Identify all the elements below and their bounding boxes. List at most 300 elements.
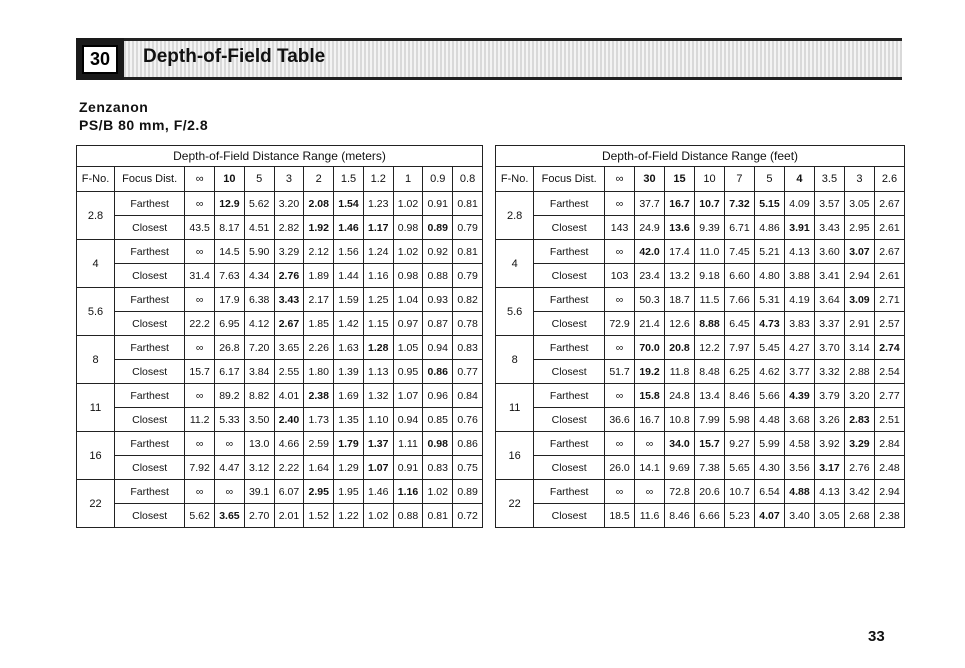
value-cell: 1.95: [334, 480, 364, 504]
value-cell: 11.6: [635, 504, 665, 528]
row-label: Farthest: [534, 432, 605, 456]
row-label: Closest: [115, 216, 185, 240]
value-cell: 1.10: [363, 408, 393, 432]
table-row: [496, 456, 905, 480]
value-cell: 3.92: [814, 432, 844, 456]
value-cell: 51.7: [605, 360, 635, 384]
value-cell: 17.9: [215, 288, 245, 312]
value-cell: 1.02: [393, 192, 423, 216]
value-cell: 1.23: [363, 192, 393, 216]
table-caption-row: [77, 146, 483, 167]
value-cell: 36.6: [605, 408, 635, 432]
row-label: Farthest: [534, 336, 605, 360]
value-cell: 4.07: [754, 504, 784, 528]
value-cell: 2.08: [304, 192, 334, 216]
value-cell: 4.80: [754, 264, 784, 288]
distance-header: 1.2: [363, 167, 393, 192]
value-cell: 0.95: [393, 360, 423, 384]
table-row: [496, 384, 905, 408]
row-label: Farthest: [534, 384, 605, 408]
table-row: [77, 312, 483, 336]
value-cell: 50.3: [635, 288, 665, 312]
value-cell: 4.19: [784, 288, 814, 312]
value-cell: 0.88: [423, 264, 453, 288]
value-cell: 4.47: [215, 456, 245, 480]
value-cell: 6.66: [695, 504, 725, 528]
value-cell: 7.99: [695, 408, 725, 432]
value-cell: 1.59: [334, 288, 364, 312]
value-cell: 1.02: [423, 480, 453, 504]
value-cell: 7.97: [725, 336, 755, 360]
table-row: [77, 408, 483, 432]
value-cell: 1.80: [304, 360, 334, 384]
value-cell: 13.2: [665, 264, 695, 288]
row-label: Farthest: [115, 432, 185, 456]
value-cell: 0.94: [423, 336, 453, 360]
value-cell: 5.23: [725, 504, 755, 528]
value-cell: 5.15: [754, 192, 784, 216]
value-cell: 143: [605, 216, 635, 240]
value-cell: 3.65: [215, 504, 245, 528]
distance-header: 30: [635, 167, 665, 192]
value-cell: 2.94: [874, 480, 904, 504]
value-cell: 0.83: [453, 336, 483, 360]
value-cell: ∞: [605, 240, 635, 264]
value-cell: 7.92: [185, 456, 215, 480]
value-cell: 1.52: [304, 504, 334, 528]
value-cell: 3.64: [814, 288, 844, 312]
value-cell: 3.65: [274, 336, 304, 360]
fno-cell: 4: [77, 240, 115, 288]
value-cell: 23.4: [635, 264, 665, 288]
value-cell: 2.76: [274, 264, 304, 288]
value-cell: 5.31: [754, 288, 784, 312]
value-cell: 0.81: [423, 504, 453, 528]
value-cell: 0.82: [453, 288, 483, 312]
value-cell: 26.8: [215, 336, 245, 360]
value-cell: ∞: [185, 384, 215, 408]
value-cell: 2.68: [844, 504, 874, 528]
table-row: [496, 192, 905, 216]
value-cell: 2.82: [274, 216, 304, 240]
value-cell: 1.54: [334, 192, 364, 216]
fno-cell: 2.8: [77, 192, 115, 240]
row-label: Farthest: [115, 480, 185, 504]
distance-header: ∞: [605, 167, 635, 192]
value-cell: 2.38: [874, 504, 904, 528]
value-cell: 1.16: [393, 480, 423, 504]
value-cell: ∞: [185, 336, 215, 360]
value-cell: 10.8: [665, 408, 695, 432]
value-cell: 4.09: [784, 192, 814, 216]
value-cell: 1.13: [363, 360, 393, 384]
value-cell: 22.2: [185, 312, 215, 336]
value-cell: 5.62: [244, 192, 274, 216]
value-cell: 12.2: [695, 336, 725, 360]
value-cell: 0.81: [453, 192, 483, 216]
row-label: Farthest: [115, 384, 185, 408]
value-cell: 1.44: [334, 264, 364, 288]
distance-header: 4: [784, 167, 814, 192]
focus-dist-header: Focus Dist.: [534, 167, 605, 192]
value-cell: 8.82: [244, 384, 274, 408]
value-cell: ∞: [215, 480, 245, 504]
table-row: [77, 336, 483, 360]
distance-header: 3: [274, 167, 304, 192]
page-number: 33: [868, 628, 885, 645]
value-cell: 3.14: [844, 336, 874, 360]
value-cell: 8.88: [695, 312, 725, 336]
value-cell: 2.84: [874, 432, 904, 456]
row-label: Closest: [115, 264, 185, 288]
value-cell: 2.94: [844, 264, 874, 288]
value-cell: 3.26: [814, 408, 844, 432]
distance-header: 5: [754, 167, 784, 192]
value-cell: 1.69: [334, 384, 364, 408]
value-cell: 1.85: [304, 312, 334, 336]
value-cell: 6.17: [215, 360, 245, 384]
value-cell: 1.63: [334, 336, 364, 360]
value-cell: 2.83: [844, 408, 874, 432]
row-label: Farthest: [115, 288, 185, 312]
value-cell: 1.05: [393, 336, 423, 360]
value-cell: 31.4: [185, 264, 215, 288]
value-cell: 9.39: [695, 216, 725, 240]
value-cell: 3.17: [814, 456, 844, 480]
dof-table-feet: [495, 145, 905, 528]
fno-cell: 22: [77, 480, 115, 528]
distance-header: 15: [665, 167, 695, 192]
value-cell: ∞: [185, 432, 215, 456]
table-row: [496, 312, 905, 336]
fno-cell: 11: [496, 384, 534, 432]
value-cell: 2.95: [304, 480, 334, 504]
value-cell: 1.56: [334, 240, 364, 264]
value-cell: ∞: [605, 288, 635, 312]
value-cell: 7.38: [695, 456, 725, 480]
fno-header: F-No.: [77, 167, 115, 192]
value-cell: 0.98: [393, 264, 423, 288]
table-row: [496, 216, 905, 240]
value-cell: 0.83: [423, 456, 453, 480]
table-row: [77, 216, 483, 240]
distance-header: 3: [844, 167, 874, 192]
value-cell: 0.89: [423, 216, 453, 240]
value-cell: 6.25: [725, 360, 755, 384]
fno-cell: 5.6: [77, 288, 115, 336]
value-cell: 9.27: [725, 432, 755, 456]
value-cell: ∞: [605, 384, 635, 408]
value-cell: 2.01: [274, 504, 304, 528]
distance-header: 1: [393, 167, 423, 192]
value-cell: 16.7: [635, 408, 665, 432]
value-cell: 4.39: [784, 384, 814, 408]
value-cell: 1.07: [363, 456, 393, 480]
value-cell: 1.37: [363, 432, 393, 456]
value-cell: 0.75: [453, 456, 483, 480]
value-cell: 9.18: [695, 264, 725, 288]
value-cell: 3.12: [244, 456, 274, 480]
value-cell: 2.51: [874, 408, 904, 432]
value-cell: 0.89: [453, 480, 483, 504]
row-label: Closest: [534, 216, 605, 240]
value-cell: 9.69: [665, 456, 695, 480]
value-cell: 3.43: [814, 216, 844, 240]
value-cell: 15.7: [185, 360, 215, 384]
value-cell: ∞: [605, 432, 635, 456]
value-cell: 4.66: [274, 432, 304, 456]
table-row: [77, 240, 483, 264]
value-cell: 1.02: [363, 504, 393, 528]
value-cell: 5.99: [754, 432, 784, 456]
value-cell: 7.45: [725, 240, 755, 264]
table-row: [496, 264, 905, 288]
value-cell: 0.98: [393, 216, 423, 240]
value-cell: 1.25: [363, 288, 393, 312]
value-cell: 1.07: [393, 384, 423, 408]
value-cell: 2.77: [874, 384, 904, 408]
distance-header: 5: [244, 167, 274, 192]
fno-cell: 5.6: [496, 288, 534, 336]
value-cell: 12.6: [665, 312, 695, 336]
fno-cell: 22: [496, 480, 534, 528]
value-cell: 4.30: [754, 456, 784, 480]
table-header-row: [496, 167, 905, 192]
fno-cell: 2.8: [496, 192, 534, 240]
value-cell: 1.15: [363, 312, 393, 336]
value-cell: 7.20: [244, 336, 274, 360]
value-cell: 2.88: [844, 360, 874, 384]
value-cell: 21.4: [635, 312, 665, 336]
table-row: [496, 360, 905, 384]
value-cell: 2.59: [304, 432, 334, 456]
value-cell: 2.67: [274, 312, 304, 336]
value-cell: ∞: [605, 480, 635, 504]
value-cell: 103: [605, 264, 635, 288]
value-cell: 1.39: [334, 360, 364, 384]
value-cell: 0.79: [453, 216, 483, 240]
value-cell: 0.77: [453, 360, 483, 384]
value-cell: 6.71: [725, 216, 755, 240]
value-cell: 15.8: [635, 384, 665, 408]
value-cell: 1.24: [363, 240, 393, 264]
row-label: Closest: [115, 408, 185, 432]
value-cell: 3.29: [844, 432, 874, 456]
value-cell: 2.70: [244, 504, 274, 528]
value-cell: 3.91: [784, 216, 814, 240]
value-cell: 3.83: [784, 312, 814, 336]
row-label: Closest: [534, 504, 605, 528]
distance-header: 2.6: [874, 167, 904, 192]
value-cell: 5.90: [244, 240, 274, 264]
value-cell: 1.11: [393, 432, 423, 456]
table-caption: Depth-of-Field Distance Range (feet): [496, 146, 905, 167]
value-cell: 18.7: [665, 288, 695, 312]
value-cell: 0.81: [453, 240, 483, 264]
value-cell: 4.73: [754, 312, 784, 336]
value-cell: 70.0: [635, 336, 665, 360]
value-cell: 6.45: [725, 312, 755, 336]
distance-header: 0.9: [423, 167, 453, 192]
value-cell: 72.9: [605, 312, 635, 336]
value-cell: 3.32: [814, 360, 844, 384]
value-cell: 2.22: [274, 456, 304, 480]
value-cell: 3.05: [814, 504, 844, 528]
value-cell: 3.68: [784, 408, 814, 432]
distance-header: 1.5: [334, 167, 364, 192]
row-label: Farthest: [534, 288, 605, 312]
value-cell: 0.76: [453, 408, 483, 432]
value-cell: 5.21: [754, 240, 784, 264]
table-caption: Depth-of-Field Distance Range (meters): [77, 146, 483, 167]
table-row: [496, 480, 905, 504]
value-cell: 1.79: [334, 432, 364, 456]
value-cell: 0.78: [453, 312, 483, 336]
value-cell: 3.29: [274, 240, 304, 264]
value-cell: 1.28: [363, 336, 393, 360]
page-title: Depth-of-Field Table: [143, 46, 326, 67]
value-cell: 1.04: [393, 288, 423, 312]
value-cell: 42.0: [635, 240, 665, 264]
value-cell: 0.88: [393, 504, 423, 528]
row-label: Closest: [534, 264, 605, 288]
distance-header: 3.5: [814, 167, 844, 192]
value-cell: 4.13: [784, 240, 814, 264]
value-cell: 6.07: [274, 480, 304, 504]
table-row: [77, 480, 483, 504]
value-cell: 0.94: [393, 408, 423, 432]
value-cell: 0.91: [423, 192, 453, 216]
value-cell: 43.5: [185, 216, 215, 240]
row-label: Closest: [115, 504, 185, 528]
value-cell: 2.67: [874, 240, 904, 264]
value-cell: 1.46: [334, 216, 364, 240]
row-label: Closest: [534, 408, 605, 432]
value-cell: 1.64: [304, 456, 334, 480]
value-cell: 8.17: [215, 216, 245, 240]
table-row: [77, 264, 483, 288]
value-cell: 1.22: [334, 504, 364, 528]
value-cell: 2.95: [844, 216, 874, 240]
value-cell: 3.84: [244, 360, 274, 384]
value-cell: 11.8: [665, 360, 695, 384]
value-cell: 11.5: [695, 288, 725, 312]
value-cell: ∞: [215, 432, 245, 456]
value-cell: 0.92: [423, 240, 453, 264]
value-cell: 7.32: [725, 192, 755, 216]
value-cell: ∞: [185, 240, 215, 264]
row-label: Closest: [534, 312, 605, 336]
value-cell: 0.96: [423, 384, 453, 408]
value-cell: 2.38: [304, 384, 334, 408]
row-label: Closest: [115, 312, 185, 336]
value-cell: 4.51: [244, 216, 274, 240]
value-cell: 6.38: [244, 288, 274, 312]
value-cell: 34.0: [665, 432, 695, 456]
fno-cell: 8: [496, 336, 534, 384]
value-cell: ∞: [635, 432, 665, 456]
value-cell: 2.74: [874, 336, 904, 360]
value-cell: 7.66: [725, 288, 755, 312]
value-cell: 8.46: [725, 384, 755, 408]
value-cell: 3.88: [784, 264, 814, 288]
value-cell: 39.1: [244, 480, 274, 504]
value-cell: ∞: [185, 480, 215, 504]
distance-header: 7: [725, 167, 755, 192]
value-cell: 3.40: [784, 504, 814, 528]
value-cell: 0.87: [423, 312, 453, 336]
value-cell: 20.6: [695, 480, 725, 504]
value-cell: 0.79: [453, 264, 483, 288]
value-cell: 4.58: [784, 432, 814, 456]
value-cell: 4.62: [754, 360, 784, 384]
value-cell: 5.62: [185, 504, 215, 528]
value-cell: 11.2: [185, 408, 215, 432]
value-cell: 6.54: [754, 480, 784, 504]
fno-cell: 16: [496, 432, 534, 480]
row-label: Farthest: [115, 240, 185, 264]
value-cell: 20.8: [665, 336, 695, 360]
value-cell: 3.42: [844, 480, 874, 504]
value-cell: ∞: [185, 288, 215, 312]
value-cell: 1.46: [363, 480, 393, 504]
section-number-badge: 30: [76, 38, 124, 80]
value-cell: 3.70: [814, 336, 844, 360]
value-cell: 2.55: [274, 360, 304, 384]
row-label: Farthest: [534, 192, 605, 216]
value-cell: 3.56: [784, 456, 814, 480]
row-label: Farthest: [534, 240, 605, 264]
distance-header: 0.8: [453, 167, 483, 192]
value-cell: 19.2: [635, 360, 665, 384]
value-cell: ∞: [185, 192, 215, 216]
value-cell: 89.2: [215, 384, 245, 408]
value-cell: ∞: [635, 480, 665, 504]
dof-table-meters: [76, 145, 483, 528]
fno-cell: 11: [77, 384, 115, 432]
value-cell: 10.7: [725, 480, 755, 504]
distance-header: 10: [215, 167, 245, 192]
value-cell: 3.50: [244, 408, 274, 432]
value-cell: 16.7: [665, 192, 695, 216]
value-cell: 0.84: [453, 384, 483, 408]
table-row: [496, 504, 905, 528]
row-label: Farthest: [115, 336, 185, 360]
value-cell: 14.1: [635, 456, 665, 480]
value-cell: 2.40: [274, 408, 304, 432]
value-cell: 4.34: [244, 264, 274, 288]
value-cell: 2.12: [304, 240, 334, 264]
fno-cell: 8: [77, 336, 115, 384]
row-label: Farthest: [534, 480, 605, 504]
table-row: [496, 408, 905, 432]
value-cell: 0.86: [423, 360, 453, 384]
value-cell: 1.42: [334, 312, 364, 336]
value-cell: 0.98: [423, 432, 453, 456]
value-cell: 2.71: [874, 288, 904, 312]
value-cell: 1.32: [363, 384, 393, 408]
value-cell: 4.88: [784, 480, 814, 504]
value-cell: 2.91: [844, 312, 874, 336]
table-row: [496, 432, 905, 456]
table-row: [77, 288, 483, 312]
value-cell: 3.20: [274, 192, 304, 216]
table-row: [496, 288, 905, 312]
value-cell: 3.60: [814, 240, 844, 264]
value-cell: 0.91: [393, 456, 423, 480]
value-cell: 0.93: [423, 288, 453, 312]
value-cell: 1.73: [304, 408, 334, 432]
